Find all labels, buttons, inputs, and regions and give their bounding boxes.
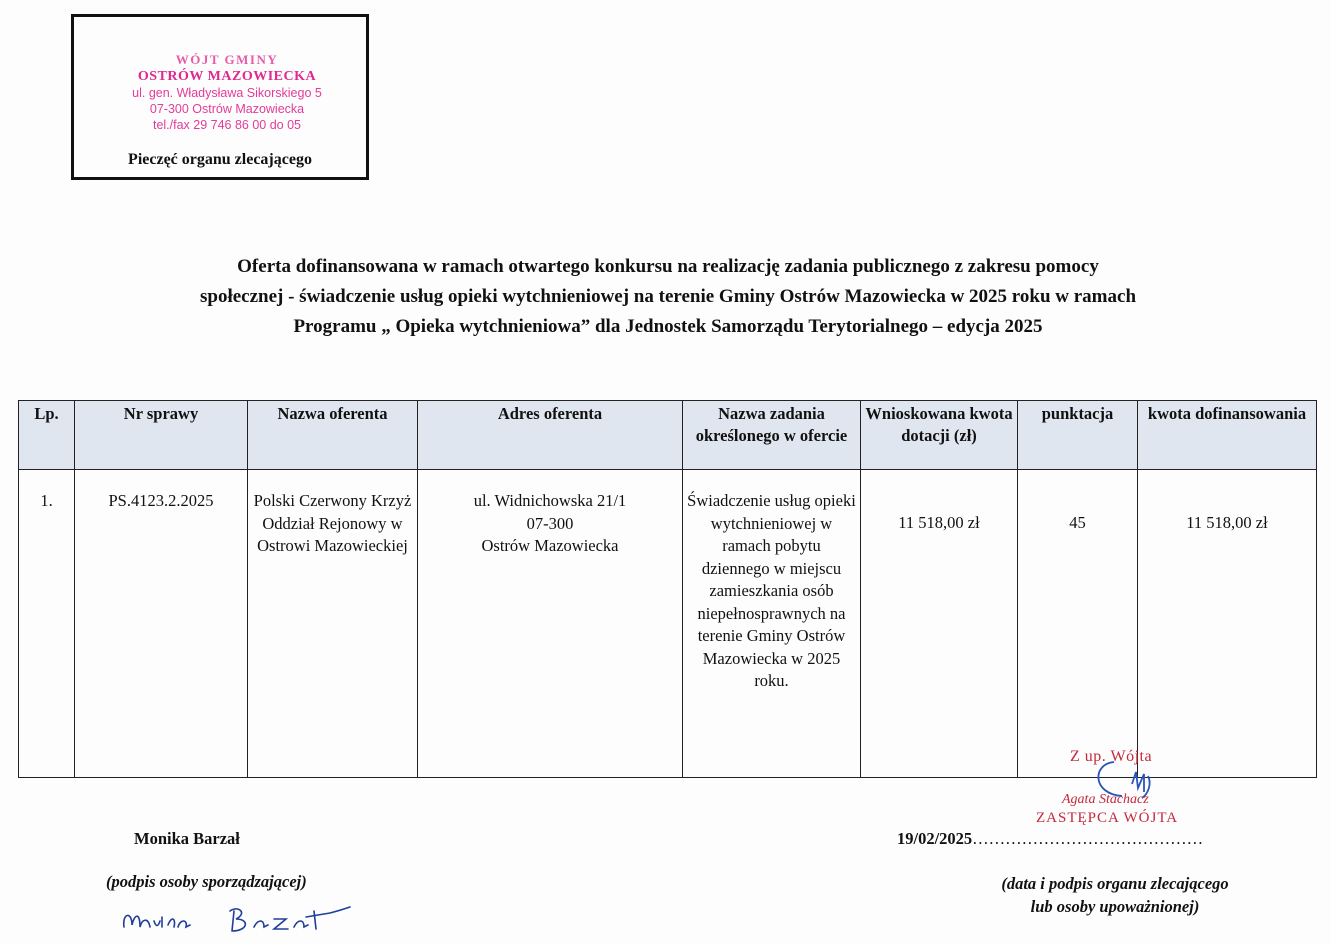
stamp-box — [71, 14, 369, 180]
cell-lp: 1. — [19, 470, 75, 778]
title-line-3: Programu „ Opieka wytchnieniowa” dla Jednostek Samorządu Terytorialnego – edycja 2025 — [293, 316, 1043, 337]
organ-caption-line-2: lub osoby upoważnionej) — [1030, 897, 1200, 916]
title-line-1: Oferta dofinansowana w ramach otwartego konkursu na realizację zadania publicznego z zakresu pomocy — [237, 256, 1099, 277]
header-nazwa-oferenta: Nazwa oferenta — [248, 401, 418, 470]
address-line-2: 07-300 — [526, 513, 574, 533]
header-punktacja: punktacja — [1018, 401, 1138, 470]
offers-table — [18, 400, 1317, 778]
cell-wnioskowana-kwota: 11 518,00 zł — [861, 470, 1018, 778]
title-line-2: społecznej - świadczenie usług opieki wytchnieniowej na terenie Gminy Ostrów Mazowiecka w 2025 roku w ramach — [199, 286, 1137, 307]
cell-kwota-dofinansowania: 11 518,00 zł — [1138, 470, 1317, 778]
stamp-line-4: 07-300 Ostrów Mazowiecka — [149, 102, 305, 116]
stamp-line-1: WÓJT GMINY — [175, 52, 279, 67]
stamp-line-2: OSTRÓW MAZOWIECKA — [137, 69, 317, 84]
header-nr-sprawy: Nr sprawy — [75, 401, 248, 470]
signer-name: Agata Stachacz — [1062, 792, 1149, 807]
cell-nazwa-zadania: Świadczenie usług opieki wytchnieniowej w ramach pobytu dziennego w miejscu zamieszkania osób niepełnosprawnych na terenie Gminy Ostrów Mazowiecka w 2025 roku. — [683, 470, 861, 778]
organ-caption-line-1: (data i podpis organu zlecającego — [1001, 874, 1229, 893]
date-line — [897, 829, 1203, 849]
cell-nr-sprawy: PS.4123.2.2025 — [75, 470, 248, 778]
stamp-caption: Pieczęć organu zlecającego — [128, 151, 312, 168]
address-line-1: ul. Widnichowska 21/1 — [473, 491, 627, 510]
preparer-caption: (podpis osoby sporządzającej) — [106, 872, 307, 891]
preparer-name: Monika Barzał — [134, 829, 240, 848]
cell-punktacja: 45 — [1018, 470, 1138, 778]
date-dots: …………………………………… — [972, 829, 1204, 848]
header-nazwa-zadania: Nazwa zadania określonego w ofercie — [683, 401, 861, 470]
cell-nazwa-oferenta: Polski Czerwony Krzyż Oddział Rejonowy w Ostrowi Mazowieckiej — [248, 470, 418, 778]
organ-caption — [960, 872, 1270, 918]
header-adres-oferenta: Adres oferenta — [418, 401, 683, 470]
header-lp: Lp. — [19, 401, 75, 470]
authorized-signature-stamp — [1012, 748, 1232, 838]
stamp-line-3: ul. gen. Władysława Sikorskiego 5 — [132, 86, 322, 100]
cell-adres-oferenta — [418, 470, 683, 778]
signature-date: 19/02/2025 — [897, 829, 973, 848]
table-header-row — [19, 401, 1317, 470]
office-stamp — [102, 51, 352, 133]
address-line-3: Ostrów Mazowiecka — [481, 536, 619, 555]
stamp-line-5: tel./fax 29 746 86 00 do 05 — [152, 118, 302, 132]
document-title — [60, 252, 1276, 342]
handwritten-signature-icon — [118, 897, 358, 941]
zup-label: Z up. Wójta — [1070, 748, 1153, 765]
header-wnioskowana-kwota: Wnioskowana kwota dotacji (zł) — [861, 401, 1018, 470]
table-row — [19, 470, 1317, 778]
signer-role: ZASTĘPCA WÓJTA — [1036, 810, 1179, 826]
header-kwota-dofinansowania: kwota dofinansowania — [1138, 401, 1317, 470]
